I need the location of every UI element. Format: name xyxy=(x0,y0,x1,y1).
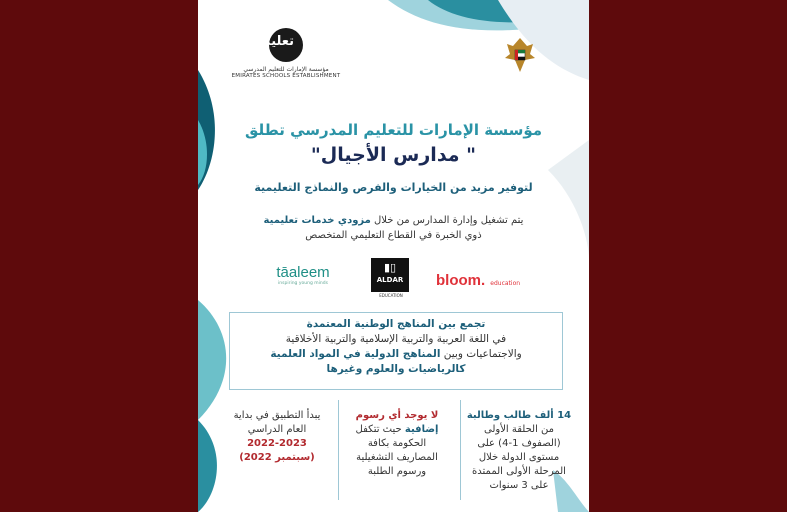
bloom-logo xyxy=(436,270,536,289)
fees-headline: لا يوجد أي رسوم xyxy=(355,410,439,421)
aldar-box xyxy=(371,258,409,292)
ese-logo xyxy=(226,28,346,79)
students-line2: من الحلقة الأولى xyxy=(483,424,555,435)
taaleem-tagline: inspiring young minds xyxy=(278,281,328,286)
provider-logos xyxy=(198,258,589,300)
fees-line4: المصاريف التشغيلية xyxy=(356,452,438,463)
bloom-name: bloom. xyxy=(436,272,486,289)
fees-column xyxy=(338,409,456,479)
operation-prefix: يتم تشغيل وإدارة المدارس من خلال xyxy=(374,215,524,226)
operation-highlight: مزودي خدمات تعليمية xyxy=(263,215,371,226)
subtitle: لتوفير مزيد من الخيارات والفرص والنماذج التعليمية xyxy=(254,181,533,194)
start-line2: العام الدراسي xyxy=(247,424,307,435)
taaleem-name: tāaleem xyxy=(276,264,330,281)
start-year: 2022-2023 xyxy=(247,438,307,449)
aldar-mark-icon: ▮▯ xyxy=(383,261,397,274)
start-line1: يبدأ التطبيق في بداية xyxy=(233,410,321,421)
students-column xyxy=(460,409,578,493)
taaleem-logo xyxy=(258,264,348,286)
fees-line5: ورسوم الطلبة xyxy=(367,466,427,477)
curriculum-line2: في اللغة العربية والتربية الإسلامية والتربية الأخلاقية xyxy=(285,333,507,345)
divider xyxy=(460,400,461,500)
aldar-logo xyxy=(371,258,411,298)
announcement-poster xyxy=(198,0,589,512)
headline-line1: مؤسسة الإمارات للتعليم المدرسي تطلق xyxy=(244,121,543,139)
ese-name-ar: مؤسسة الإمارات للتعليم المدرسي xyxy=(243,66,329,73)
fees-highlight: إضافية xyxy=(404,424,439,435)
uae-emblem-icon xyxy=(503,36,537,74)
headline-line2: " مدارس الأجيال" xyxy=(310,144,477,166)
curriculum-line3 xyxy=(230,347,562,362)
operation-text xyxy=(208,213,579,243)
curriculum-line3-prefix: والاجتماعيات وبين xyxy=(443,348,522,360)
curriculum-line1: تجمع بين المناهج الوطنية المعتمدة xyxy=(306,318,486,330)
fees-line2-rest: حيث تتكفل xyxy=(355,424,402,435)
students-line3: (الصفوف 1-4) على xyxy=(477,438,561,449)
students-line4: مستوى الدولة خلال xyxy=(478,452,560,463)
students-line5: المرحلة الأولى الممتدة xyxy=(472,466,566,477)
start-column xyxy=(218,409,336,465)
ese-mark-text: تعليم xyxy=(261,34,295,49)
aldar-name: ALDAR xyxy=(376,276,404,284)
ese-name-en: EMIRATES SCHOOLS ESTABLISHMENT xyxy=(231,73,341,79)
curriculum-box xyxy=(229,312,563,390)
divider xyxy=(338,400,339,500)
curriculum-line3-highlight: المناهج الدولية في المواد العلمية xyxy=(270,348,441,360)
fees-line3: الحكومة بكافة xyxy=(367,438,427,449)
students-headline: 14 ألف طالب وطالبة xyxy=(466,410,572,421)
operation-line2: ذوي الخبرة في القطاع التعليمي المتخصص xyxy=(305,230,482,241)
students-line6: على 3 سنوات xyxy=(489,480,549,491)
aldar-education: EDUCATION xyxy=(379,293,403,298)
ese-mark-icon xyxy=(261,28,303,62)
curriculum-line4: كالرياضيات والعلوم وغيرها xyxy=(326,363,466,375)
start-month: (سبتمبر 2022) xyxy=(239,452,315,463)
bloom-suffix: education xyxy=(490,280,521,287)
